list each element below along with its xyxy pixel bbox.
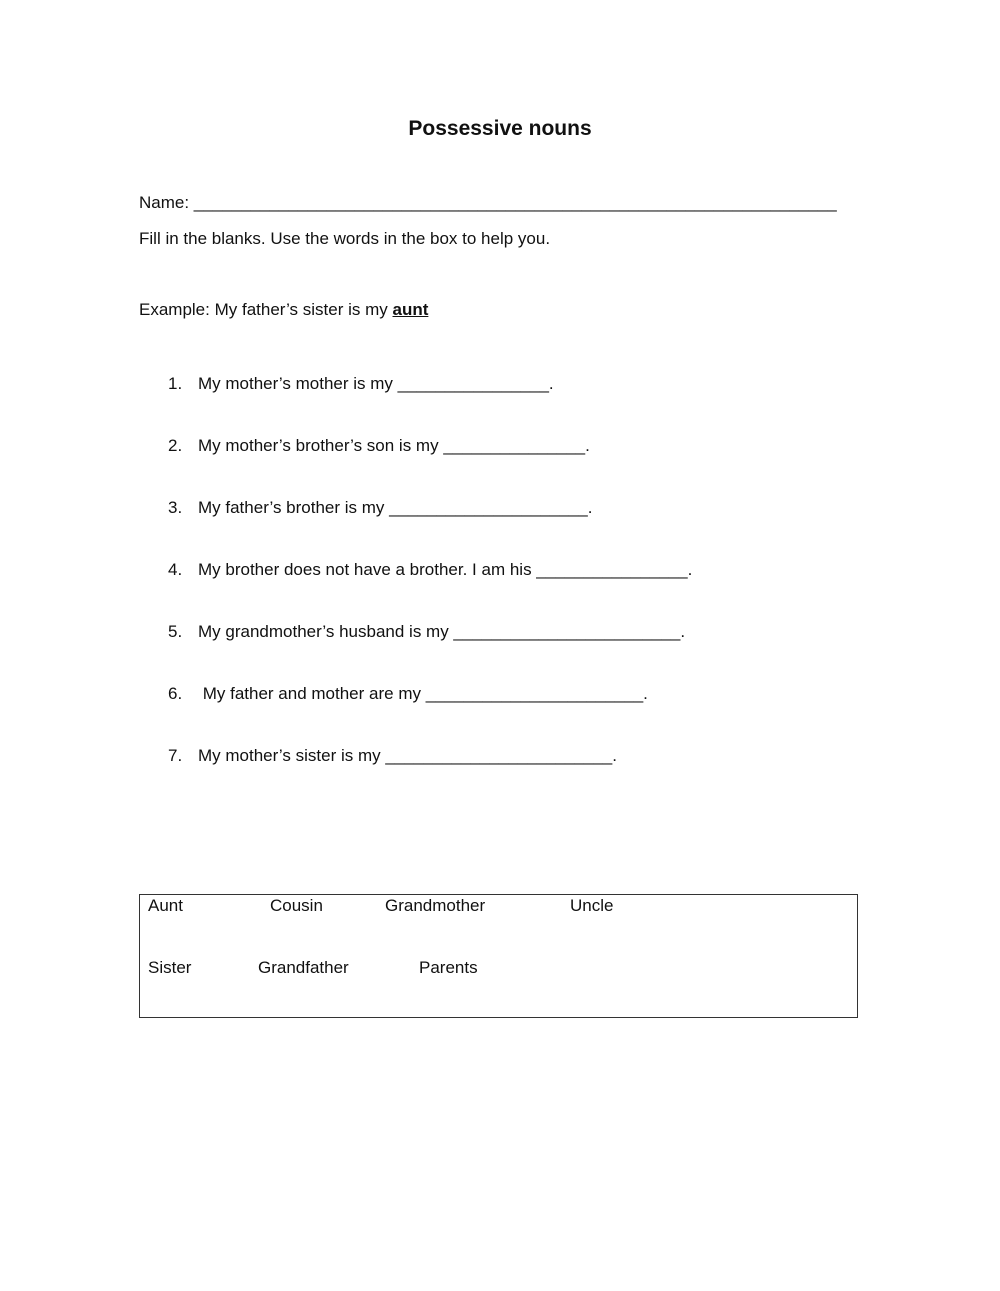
question-3 (168, 498, 592, 518)
word-uncle: Uncle (570, 896, 614, 915)
question-text: My mother’s sister is my ________________________. (198, 746, 617, 765)
question-4 (168, 560, 692, 580)
question-text: My mother’s brother’s son is my _______________. (198, 436, 590, 455)
question-text: My father and mother are my _______________________. (198, 684, 648, 703)
question-number: 7. (168, 746, 183, 765)
word-sister: Sister (148, 958, 192, 977)
question-number: 1. (168, 374, 183, 393)
question-number: 4. (168, 560, 183, 579)
question-5 (168, 622, 685, 642)
name-line: Name: ____________________________________________________________________ (139, 193, 837, 212)
question-1 (168, 374, 554, 394)
question-number: 6. (168, 684, 183, 703)
question-7 (168, 746, 617, 766)
question-text: My grandmother’s husband is my ________________________. (198, 622, 686, 641)
word-box (139, 894, 858, 1018)
word-aunt: Aunt (148, 896, 183, 915)
example-sentence (139, 300, 428, 320)
question-2 (168, 436, 590, 456)
question-text: My brother does not have a brother. I am his ________________. (198, 560, 693, 579)
question-number: 2. (168, 436, 183, 455)
instructions: Fill in the blanks. Use the words in the box to help you. (139, 229, 551, 248)
word-grandmother: Grandmother (385, 896, 486, 915)
page-title: Possessive nouns (408, 117, 592, 140)
question-number: 3. (168, 498, 183, 517)
question-text: My father’s brother is my _____________________. (198, 498, 593, 517)
question-text: My mother’s mother is my ________________. (198, 374, 554, 393)
question-6 (168, 684, 648, 704)
question-number: 5. (168, 622, 183, 641)
example-text: Example: My father’s sister is my (139, 300, 393, 319)
example-answer: aunt (392, 300, 429, 319)
word-parents: Parents (419, 958, 478, 977)
word-grandfather: Grandfather (258, 958, 349, 977)
word-cousin: Cousin (270, 896, 323, 915)
